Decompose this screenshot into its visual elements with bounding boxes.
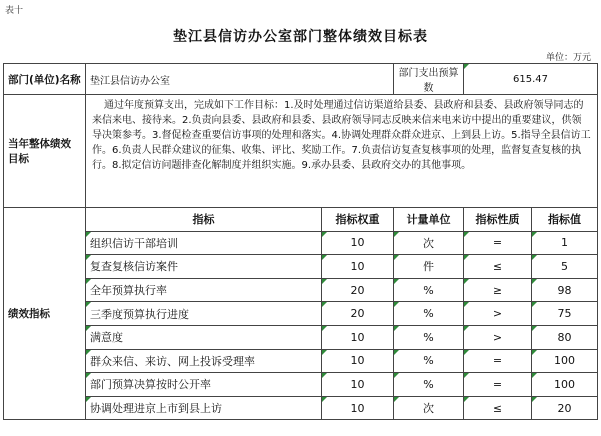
header-weight: 指标权重 — [322, 208, 394, 232]
perf-label: 绩效指标 — [4, 208, 86, 420]
indicator-unit: 次 — [394, 396, 464, 420]
indicator-value: 5 — [532, 255, 598, 279]
table-row — [4, 255, 598, 279]
indicator-weight: 20 — [322, 302, 394, 326]
header-unit: 计量单位 — [394, 208, 464, 232]
indicator-weight: 20 — [322, 278, 394, 302]
goal-row — [4, 95, 598, 208]
indicator-nature: ≥ — [464, 278, 532, 302]
indicator-unit: % — [394, 325, 464, 349]
indicator-weight: 10 — [322, 396, 394, 420]
page-title: 垫江县信访办公室部门整体绩效目标表 — [173, 29, 428, 45]
table-tag: 表十 — [5, 6, 24, 16]
indicator-header-row — [4, 208, 598, 232]
indicator-value: 80 — [532, 325, 598, 349]
indicator-unit: 次 — [394, 231, 464, 255]
indicator-value: 75 — [532, 302, 598, 326]
indicator-unit: % — [394, 349, 464, 373]
budget-label: 部门支出预算数 — [394, 64, 464, 95]
table-row — [4, 278, 598, 302]
header-name: 指标 — [86, 208, 322, 232]
table-row — [4, 231, 598, 255]
dept-name: 垫江县信访办公室 — [86, 64, 394, 95]
indicator-nature: = — [464, 373, 532, 397]
dept-row — [4, 64, 598, 95]
indicator-value: 1 — [532, 231, 598, 255]
table-row — [4, 302, 598, 326]
indicator-value: 100 — [532, 349, 598, 373]
indicator-nature: > — [464, 302, 532, 326]
indicator-unit: % — [394, 373, 464, 397]
indicator-unit: % — [394, 302, 464, 326]
indicator-nature: > — [464, 325, 532, 349]
performance-table — [3, 63, 598, 420]
goal-label: 当年整体绩效目标 — [4, 95, 86, 208]
indicator-nature: ≤ — [464, 255, 532, 279]
indicator-weight: 10 — [322, 349, 394, 373]
indicator-nature: ≤ — [464, 396, 532, 420]
indicator-unit: % — [394, 278, 464, 302]
indicator-value: 20 — [532, 396, 598, 420]
table-row — [4, 396, 598, 420]
budget-value: 615.47 — [464, 64, 598, 95]
header-value: 指标值 — [532, 208, 598, 232]
indicator-weight: 10 — [322, 231, 394, 255]
table-row — [4, 325, 598, 349]
header-nature: 指标性质 — [464, 208, 532, 232]
indicator-nature: = — [464, 231, 532, 255]
indicator-name: 复查复核信访案件 — [86, 255, 322, 279]
table-row — [4, 373, 598, 397]
indicator-name: 协调处理进京上市到县上访 — [86, 396, 322, 420]
indicator-unit: 件 — [394, 255, 464, 279]
indicator-name: 群众来信、来访、网上投诉受理率 — [86, 349, 322, 373]
indicator-weight: 10 — [322, 373, 394, 397]
goal-text: 通过年度预算支出，完成如下工作目标：1.及时处理通过信访渠道给县委、县政府和县委、县政府领导同志的来信来电、接待来。2.负责向县委、县政府和县委、县政府领导同志反映来信来电来访中提出的重要建议，供领导决策参考。3.督促检查重要信访事项的处理和落实。4.协调处理群众群众进京、上到县上访。5.指导全县信访工作。6.负责人民群众建议的征集、收集、评比、奖励工作。7.负责信访复查复核事项的处理，监督复查复核的执行。8.拟定信访问题排查化解制度并组织实施。9.承办县委、县政府交办的其他事项。 — [86, 95, 598, 208]
indicator-weight: 10 — [322, 325, 394, 349]
indicator-name: 组织信访干部培训 — [86, 231, 322, 255]
indicator-name: 满意度 — [86, 325, 322, 349]
indicator-name: 三季度预算执行进度 — [86, 302, 322, 326]
dept-label: 部门(单位)名称 — [4, 64, 86, 95]
indicator-nature: = — [464, 349, 532, 373]
indicator-name: 部门预算决算按时公开率 — [86, 373, 322, 397]
table-row — [4, 349, 598, 373]
indicator-name: 全年预算执行率 — [86, 278, 322, 302]
unit-label: 单位：万元 — [545, 53, 591, 63]
indicator-weight: 10 — [322, 255, 394, 279]
indicator-value: 98 — [532, 278, 598, 302]
indicator-value: 100 — [532, 373, 598, 397]
